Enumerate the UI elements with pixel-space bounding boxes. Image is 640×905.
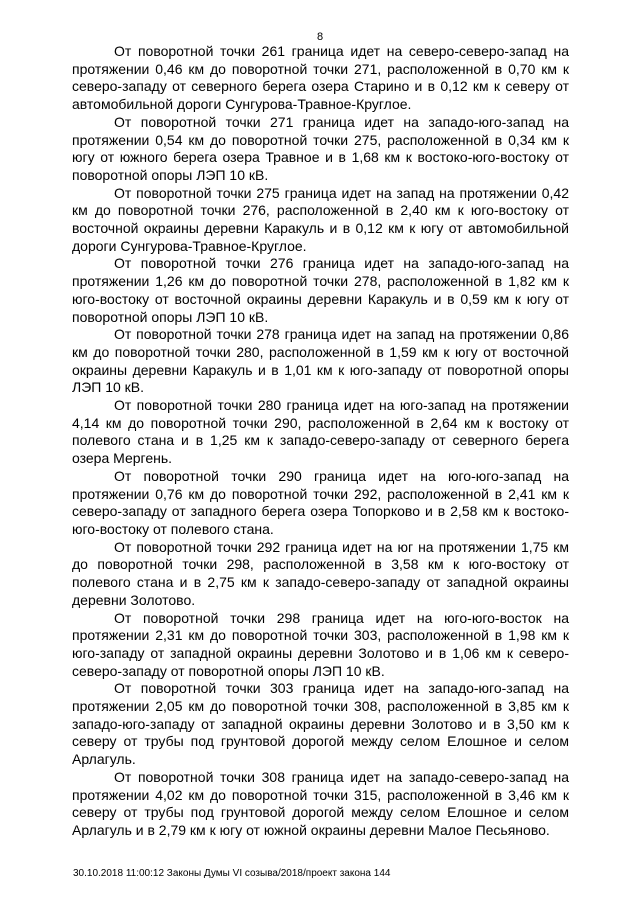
paragraph: От поворотной точки 280 граница идет на юго-запад на протяжении 4,14 км до поворотной точки 290, расположенной в 2,64 км к востоку от полевого стана и в 1,25 км к западо-северо-западу от северного берега озера Мергень. xyxy=(72,397,569,467)
paragraph: От поворотной точки 276 граница идет на западо-юго-запад на протяжении 1,26 км до поворотной точки 278, расположенной в 1,82 км к юго-востоку от восточной окраины деревни Каракуль и в 0,59 км к югу от поворотной опоры ЛЭП 10 кВ. xyxy=(72,255,569,325)
paragraph: От поворотной точки 290 граница идет на юго-юго-запад на протяжении 0,76 км до поворотной точки 292, расположенной в 2,41 км к северо-западу от западного берега озера Топорково и в 2,58 км к востоко-юго-востоку от полевого стана. xyxy=(72,467,569,537)
paragraph: От поворотной точки 271 граница идет на западо-юго-запад на протяжении 0,54 км до поворотной точки 275, расположенной в 0,34 км к югу от южного берега озера Травное и в 1,68 км к востоко-юго-востоку от поворотной опоры ЛЭП 10 кВ. xyxy=(72,113,569,183)
page-number: 8 xyxy=(316,31,324,43)
paragraph: От поворотной точки 308 граница идет на западо-северо-запад на протяжении 4,02 км до поворотной точки 315, расположенной в 3,46 км к северу от трубы под грунтовой дорогой между селом Елошное и селом Арлагуль и в 2,79 км к югу от южной окраины деревни Малое Песьяново. xyxy=(72,768,569,838)
document-footer: 30.10.2018 11:00:12 Законы Думы VI созыва/2018/проект закона 144 xyxy=(73,868,391,879)
paragraph: От поворотной точки 298 граница идет на юго-юго-восток на протяжении 2,31 км до поворотной точки 303, расположенной в 1,98 км к юго-западу от западной окраины деревни Золотово и в 1,06 км к северо-северо-западу от поворотной опоры ЛЭП 10 кВ. xyxy=(72,609,569,679)
paragraph: От поворотной точки 278 граница идет на запад на протяжении 0,86 км до поворотной точки 280, расположенной в 1,59 км к югу от восточной окраины деревни Каракуль и в 1,01 км к юго-западу от поворотной опоры ЛЭП 10 кВ. xyxy=(72,326,569,396)
paragraph: От поворотной точки 275 граница идет на запад на протяжении 0,42 км до поворотной точки 276, расположенной в 2,40 км к юго-востоку от восточной окраины деревни Каракуль и в 0,12 км к югу от автомобильной дороги Сунгурова-Травное-Круглое. xyxy=(72,184,569,254)
paragraph: От поворотной точки 303 граница идет на западо-юго-запад на протяжении 2,05 км до поворотной точки 308, расположенной в 3,85 км к западо-юго-западу от западной окраины деревни Золотово и в 3,50 км к северу от трубы под грунтовой дорогой между селом Елошное и селом Арлагуль. xyxy=(72,680,569,768)
document-body xyxy=(72,43,569,840)
paragraph: От поворотной точки 261 граница идет на северо-северо-запад на протяжении 0,46 км до поворотной точки 271, расположенной в 0,70 км к северо-западу от северного берега озера Старино и в 0,12 км к северу от автомобильной дороги Сунгурова-Травное-Круглое. xyxy=(72,43,569,113)
paragraph: От поворотной точки 292 граница идет на юг на протяжении 1,75 км до поворотной точки 298, расположенной в 3,58 км к юго-востоку от полевого стана и в 2,75 км к западо-северо-западу от западной окраины деревни Золотово. xyxy=(72,538,569,608)
